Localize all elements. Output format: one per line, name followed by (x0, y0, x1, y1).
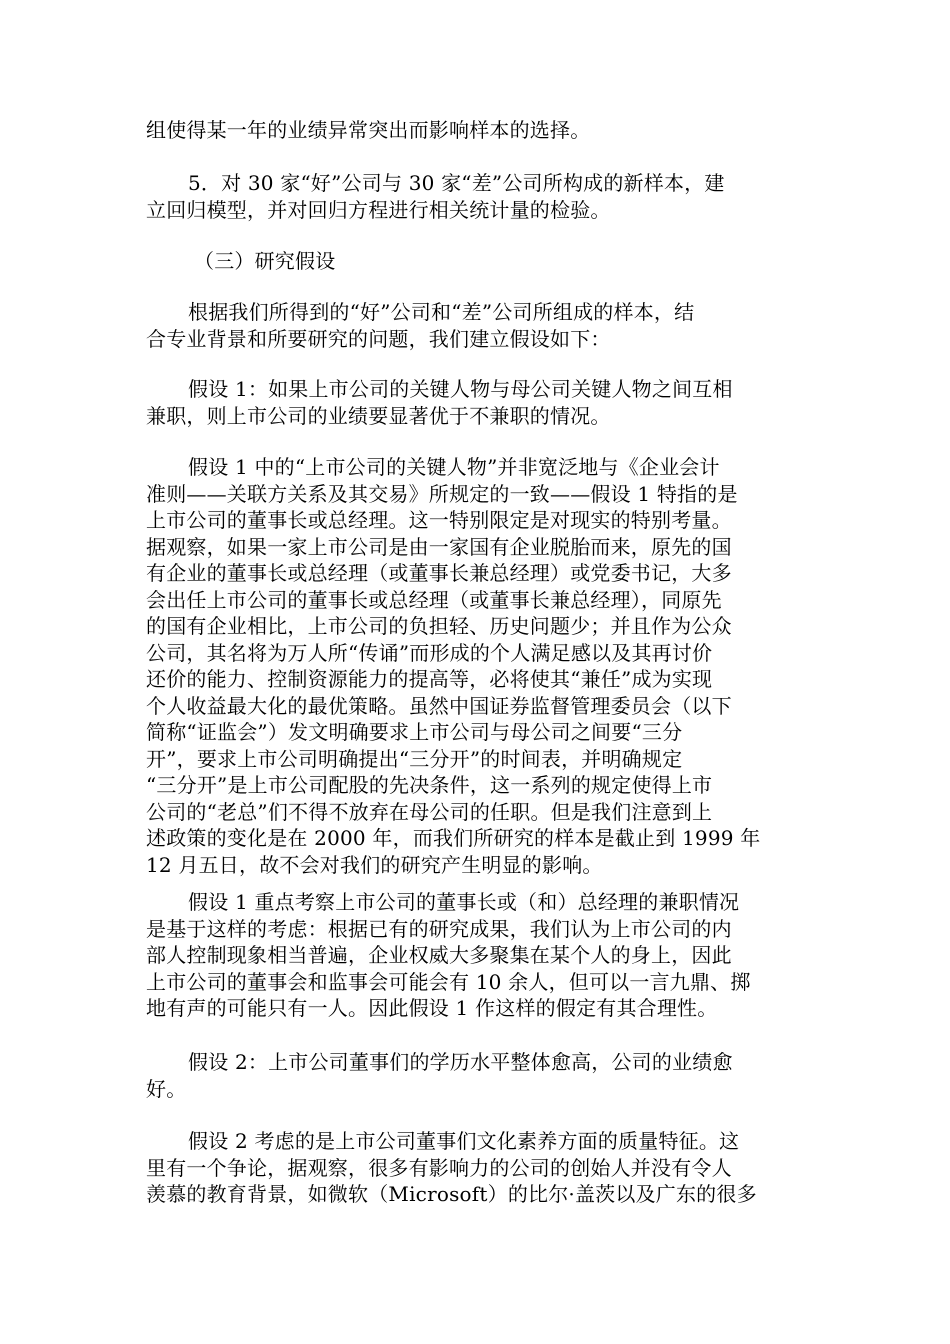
paragraph-hypothesis-2-discussion (146, 1128, 806, 1208)
text-line: 根据我们所得到的“好”公司和“差”公司所组成的样本，结 (188, 300, 695, 324)
text-line: 有企业的董事长或总经理（或董事长兼总经理）或党委书记，大多 (146, 561, 732, 585)
text-line: 是基于这样的考虑：根据已有的研究成果，我们认为上市公司的内 (146, 916, 732, 941)
text-line: 兼职，则上市公司的业绩要显著优于不兼职的情况。 (146, 403, 611, 428)
paragraph-intro (146, 299, 806, 352)
text-line: 部人控制现象相当普遍，企业权威大多聚集在某个人的身上，因此 (146, 943, 732, 967)
paragraph-continuation (146, 117, 806, 144)
text-line: 假设 2 考虑的是上市公司董事们文化素养方面的质量特征。这 (188, 1129, 740, 1153)
text-line: 开”，要求上市公司明确提出“三分开”的时间表，并明确规定 (146, 746, 683, 771)
text-line: 5．对 30 家“好”公司与 30 家“差”公司所构成的新样本，建 (188, 171, 725, 195)
text-line: 里有一个争论，据观察，很多有影响力的公司的创始人并没有令人 (146, 1155, 732, 1180)
text-line: 个人收益最大化的最优策略。虽然中国证券监督管理委员会（以下 (146, 693, 732, 718)
paragraph-hypothesis-2 (146, 1049, 806, 1102)
text-line: 地有声的可能只有一人。因此假设 1 作这样的假定有其合理性。 (146, 996, 718, 1020)
text-line: （三）研究假设 (194, 249, 336, 273)
paragraph-hypothesis-1-rationale (146, 889, 806, 1022)
paragraph-step-5 (146, 170, 806, 223)
text-line: 假设 1 中的“上市公司的关键人物”并非宽泛地与《企业会计 (188, 455, 720, 479)
text-line: 简称“证监会”）发文明确要求上市公司与母公司之间要“三分 (146, 720, 683, 744)
text-line: 述政策的变化是在 2000 年，而我们所研究的样本是截止到 1999 年 (146, 826, 761, 850)
text-line: 公司的“老总”们不得不放弃在母公司的任职。但是我们注意到上 (146, 799, 713, 824)
text-line: 组使得某一年的业绩异常突出而影响样本的选择。 (146, 118, 591, 142)
section-heading (146, 248, 806, 275)
text-line: 12 月五日，故不会对我们的研究产生明显的影响。 (146, 852, 603, 877)
text-line: 准则——关联方关系及其交易》所规定的一致——假设 1 特指的是 (146, 481, 738, 506)
text-line: 公司，其名将为万人所“传诵”而形成的个人满足感以及其再讨价 (146, 640, 713, 665)
text-line: 上市公司的董事长或总经理。这一特别限定是对现实的特别考量。 (146, 508, 732, 532)
text-line: 会出任上市公司的董事长或总经理（或董事长兼总经理），同原先 (146, 587, 722, 612)
text-line: 据观察，如果一家上市公司是由一家国有企业脱胎而来，原先的国 (146, 534, 732, 559)
text-line: 立回归模型，并对回归方程进行相关统计量的检验。 (146, 197, 611, 222)
text-line: 好。 (146, 1076, 187, 1101)
text-line: 羡慕的教育背景，如微软（Microsoft）的比尔·盖茨以及广东的很多 (146, 1182, 757, 1206)
text-line: 假设 1 重点考察上市公司的董事长或（和）总经理的兼职情况 (188, 890, 740, 914)
text-line: 假设 2：上市公司董事们的学历水平整体愈高，公司的业绩愈 (188, 1050, 733, 1074)
text-line: 上市公司的董事会和监事会可能会有 10 余人，但可以一言九鼎、掷 (146, 969, 751, 994)
text-line: 的国有企业相比，上市公司的负担轻、历史问题少；并且作为公众 (146, 614, 732, 638)
text-line: 合专业背景和所要研究的问题，我们建立假设如下： (146, 326, 611, 351)
paragraph-hypothesis-1-discussion (146, 454, 806, 878)
paragraph-hypothesis-1 (146, 376, 806, 429)
text-line: “三分开”是上市公司配股的先决条件，这一系列的规定使得上市 (146, 773, 713, 797)
text-line: 假设 1：如果上市公司的关键人物与母公司关键人物之间互相 (188, 377, 733, 401)
text-line: 还价的能力、控制资源能力的提高等，必将使其“兼任”成为实现 (146, 667, 713, 691)
